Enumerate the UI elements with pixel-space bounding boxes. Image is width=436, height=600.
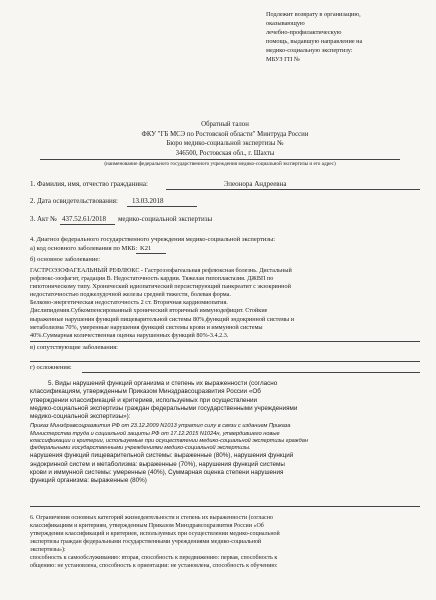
section-5-note: Министерства труда и социальной защиты РФ от 17.12.2015 N1024н, утвердившего новые [30, 430, 280, 437]
field-1-label: 1. Фамилия, имя, отчество гражданина: [30, 180, 148, 188]
field-2-label: 2. Дата освидетельствования: [30, 197, 118, 205]
section-5 [30, 380, 308, 485]
section-6 [30, 514, 280, 570]
field-2-value: 13.03.2018 [132, 197, 164, 205]
diagnosis-line: метаболизма 70%, умеренные нарушения функций системы крови и иммунной системы [30, 323, 263, 331]
header-line: оказывающую [266, 20, 305, 27]
section-5-underline [30, 506, 420, 507]
title-block [80, 120, 370, 158]
complications-underline [82, 372, 420, 373]
diagnosis-line: Белково-энергетическая недостаточность 2 ст. Вторичная кардиомиопатия. [30, 299, 228, 307]
field-3-label: 3. Акт № [30, 215, 57, 223]
address-caption: (наименование федерального государственного учреждения медико-социальной экспертизы и его адрес) [104, 161, 336, 167]
main-disease-text [30, 267, 294, 340]
main-disease-label: б) основное заболевание: [30, 256, 101, 263]
section-5-value: функций организма: выраженные (80%) [30, 477, 147, 485]
field-1-value: Элеонора Андреевна [224, 180, 287, 188]
section-6-line: экспертизы граждан федеральными государственными учреждениями медико-социальной [30, 539, 262, 545]
diagnosis-line: ГАСТРОЭЗОФАГЕАЛЬНЫЙ РЕФЛЮКС - Гастроэзофагеальная рефлюксная болезнь. Дистальный [30, 267, 292, 274]
field-3-suffix: медико-социальной экспертизы [118, 215, 213, 223]
diagnosis-line: выраженные нарушения функций пищеварительной системы 80%,функций эндокринной системы и [30, 315, 295, 323]
section-6-line: 6. Ограничения основных категорий жизнедеятельности и степень их выраженности (согласно [30, 515, 273, 521]
document-title: Обратный талон [201, 121, 249, 128]
section-6-line: утверждении классификаций и критериев, используемых при осуществлении медико-социальной [30, 531, 280, 537]
mkb-code-value: K21 [140, 245, 152, 252]
section-5-value: нарушения функций пищеварительной системы: выраженные (80%), нарушения функций [30, 452, 294, 460]
section-5-value: крови и иммунной системы: умеренные (40%), Суммарная оценка степени нарушения [30, 468, 284, 476]
header-line: помощь, выдавшую направление на [266, 38, 363, 45]
section-5-line: утверждении классификаций и критериев, используемых при осуществлении [30, 396, 258, 404]
institution-name: ФКУ "ГБ МСЭ по Ростовской области" Минтруда России [141, 130, 309, 138]
diagnosis-line: 40%.Суммарная количественная оценка нарушенных функций 80%-3.4.2.3. [30, 331, 229, 339]
section-5-line: медико-социальной экспертизы граждан федеральными государственными учреждениями [30, 404, 298, 412]
header-line: Подлежит возврату в организацию, [266, 11, 361, 18]
section-6-line: экспертизы»): [30, 547, 66, 553]
diagnosis-underline [30, 341, 420, 342]
bureau-name: Бюро медико-социальной экспертизы № [166, 140, 284, 147]
section-5-line: медико-социальной экспертизы»): [30, 413, 131, 421]
section-5-note: Приказ Минздравсоцразвития РФ от 23.12.2009 N1013 утратил силу в связи с изданием Приказа [30, 423, 291, 430]
field-1-underline [166, 189, 420, 190]
header-line: МБУЗ ГП № [266, 56, 300, 63]
section-5-note: классификации и критерии, используемые при осуществлении медико-социальной экспертизы граждан [30, 437, 308, 444]
header-line: лечебно-профилактическую [266, 29, 342, 36]
return-address-header [266, 10, 426, 64]
complications-label: г) осложнения: [30, 364, 72, 371]
bureau-address: 346500, Ростовская обл., г. Шахты [175, 149, 275, 157]
comorbidities-label: в) сопутствующие заболевания: [30, 344, 118, 351]
section-5-line: 5. Виды нарушений функций организма и степень их выраженности (согласно [48, 380, 278, 387]
section-5-note: федеральными государственными учреждениями медико-социальной экспертизы. [30, 445, 251, 452]
section-5-line: классификациям, утвержденным Приказом Минздравсоцразвития России «Об [30, 388, 261, 396]
section-5-value: эндокринной систем и метаболизма: выраженные (70%), нарушения функций системы [30, 460, 285, 468]
field-3-underline [60, 224, 115, 225]
mkb-code-underline [136, 253, 166, 254]
section-6-line: классификациям и критериям, утвержденным Приказом Минздравсоцразвития России «Об [30, 523, 264, 529]
diagnosis-line: гипотоническому типу. Хронический идиопатический персистирующий панкреатит с экзокринной [30, 283, 291, 291]
field-2-underline [127, 206, 197, 207]
diagnosis-heading: 4. Диагноз федерального государственного учреждения медико-социальной экспертизы: [30, 236, 276, 243]
diagnosis-line: недостаточностью поджелудочной железы средней тяжести, болевая форма. [30, 291, 231, 299]
mkb-code-label: а) код основного заболевания по МКБ: [30, 245, 138, 252]
field-3-value: 437.52.61/2018 [62, 215, 106, 223]
section-6-line: общению: не установлена, способность к ориентации: не установлена, способность к обучению: [30, 563, 278, 569]
address-underline [40, 159, 400, 160]
diagnosis-line: рефлюкс-эзофагит, градация В. Недостаточность кардии. Тяжелая гипоплактазия. ДЖВП по [30, 275, 274, 283]
diagnosis-line: Дислипидемия.Субкомпенсированный хронический вторичный иммунодефицит. Стойкие [30, 307, 268, 315]
comorbidities-underline [30, 361, 420, 362]
header-line: медико-социальную экспертизу: [266, 47, 353, 54]
section-6-line: способность к самообслуживанию: вторая, способность к передвижению: первая, способность к [30, 555, 278, 561]
